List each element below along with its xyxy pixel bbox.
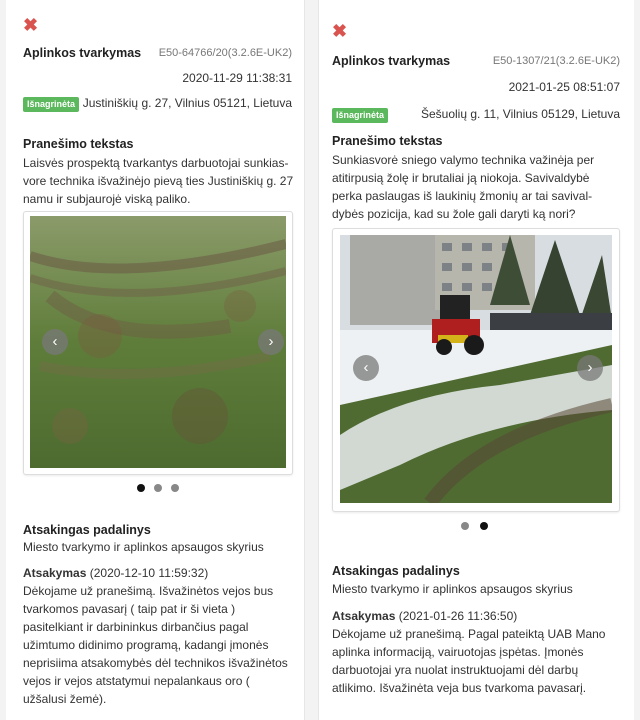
status-badge: Išnagrinėta — [332, 108, 388, 123]
close-icon[interactable]: ✖ — [23, 15, 39, 35]
address: Šešuolių g. 11, Vilnius 05129, Lietuva — [420, 107, 620, 121]
category-title: Aplinkos tvarkymas — [23, 46, 142, 60]
photo-carousel[interactable] — [23, 211, 293, 475]
report-code: E50-1307/21(3.2.6E-UK2) — [492, 55, 620, 67]
carousel-prev-button[interactable]: ‹ — [42, 329, 68, 355]
message-heading: Pranešimo tekstas — [23, 137, 134, 151]
message-heading: Pranešimo tekstas — [332, 134, 443, 148]
message-text: Sunkiasvorė sniego valymo technika važinėja per atitirpusią žolę ir brutaliai ją niokoja. Savivaldybė perka paslaugas iš laukinių žmonių ar tai savival- dybės pozicija, kad su žole gali daryti ką nori? — [332, 153, 595, 221]
dept-name: Miesto tvarkymo ir aplinkos apsaugos skyrius — [332, 582, 573, 596]
answer-text: Dėkojame už pranešimą. Išvažinėtos vejos bus tvarkomos pavasarį ( taip pat ir ši vieta ) pasitelkiant ir darbininkus dirbančius pagal užimtumo didinimo programą, kadangi įmonės neprisiima atsakomybės dėl technikos išvažinėtos vejos ir vejos atstatymui nepalankaus oro ( užšalusi žemė). — [23, 584, 288, 706]
answer-header: Atsakymas (2021-01-26 11:36:50) — [332, 609, 518, 623]
answer-text: Dėkojame už pranešimą. Pagal pateiktą UAB Mano aplinka informaciją, vairuotojas įspėtas. Įmonės darbuotojai yra nuolat instruktuojami dėl darbų atlikimo. Išvažinėta veja bus tvarkoma pavasarį. — [332, 627, 606, 695]
report-datetime: 2020-11-29 11:38:31 — [182, 71, 292, 85]
answer-header: Atsakymas (2020-12-10 11:59:32) — [23, 566, 209, 580]
carousel-next-button[interactable]: › — [577, 355, 603, 381]
report-card-right — [318, 0, 634, 720]
carousel-next-button[interactable]: › — [258, 329, 284, 355]
carousel-dot-1[interactable] — [461, 522, 469, 530]
category-title: Aplinkos tvarkymas — [332, 54, 451, 68]
carousel-dot-2[interactable] — [480, 522, 488, 530]
close-icon[interactable]: ✖ — [332, 21, 348, 41]
report-card-left — [6, 0, 305, 720]
report-datetime: 2021-01-25 08:51:07 — [508, 80, 620, 94]
dept-heading: Atsakingas padalinys — [23, 523, 151, 537]
dept-name: Miesto tvarkymo ir aplinkos apsaugos skyrius — [23, 540, 264, 554]
carousel-dot-1[interactable] — [137, 484, 145, 492]
status-badge: Išnagrinėta — [23, 97, 79, 112]
grass-photo — [30, 216, 286, 468]
photo-carousel[interactable] — [332, 228, 620, 512]
carousel-prev-button[interactable]: ‹ — [353, 355, 379, 381]
address: Justiniškių g. 27, Vilnius 05121, Lietuva — [82, 96, 292, 110]
report-code: E50-64766/20(3.2.6E-UK2) — [158, 47, 292, 59]
carousel-dot-2[interactable] — [154, 484, 162, 492]
dept-heading: Atsakingas padalinys — [332, 564, 460, 578]
snow-tractor-photo — [340, 235, 612, 503]
carousel-dot-3[interactable] — [171, 484, 179, 492]
message-text: Laisvės prospektą tvarkantys darbuotojai sunkias- vore technika išvažinėjo pievą ties Justiniškių g. 27 namu ir subjaurojė viską paliko. — [23, 156, 294, 206]
